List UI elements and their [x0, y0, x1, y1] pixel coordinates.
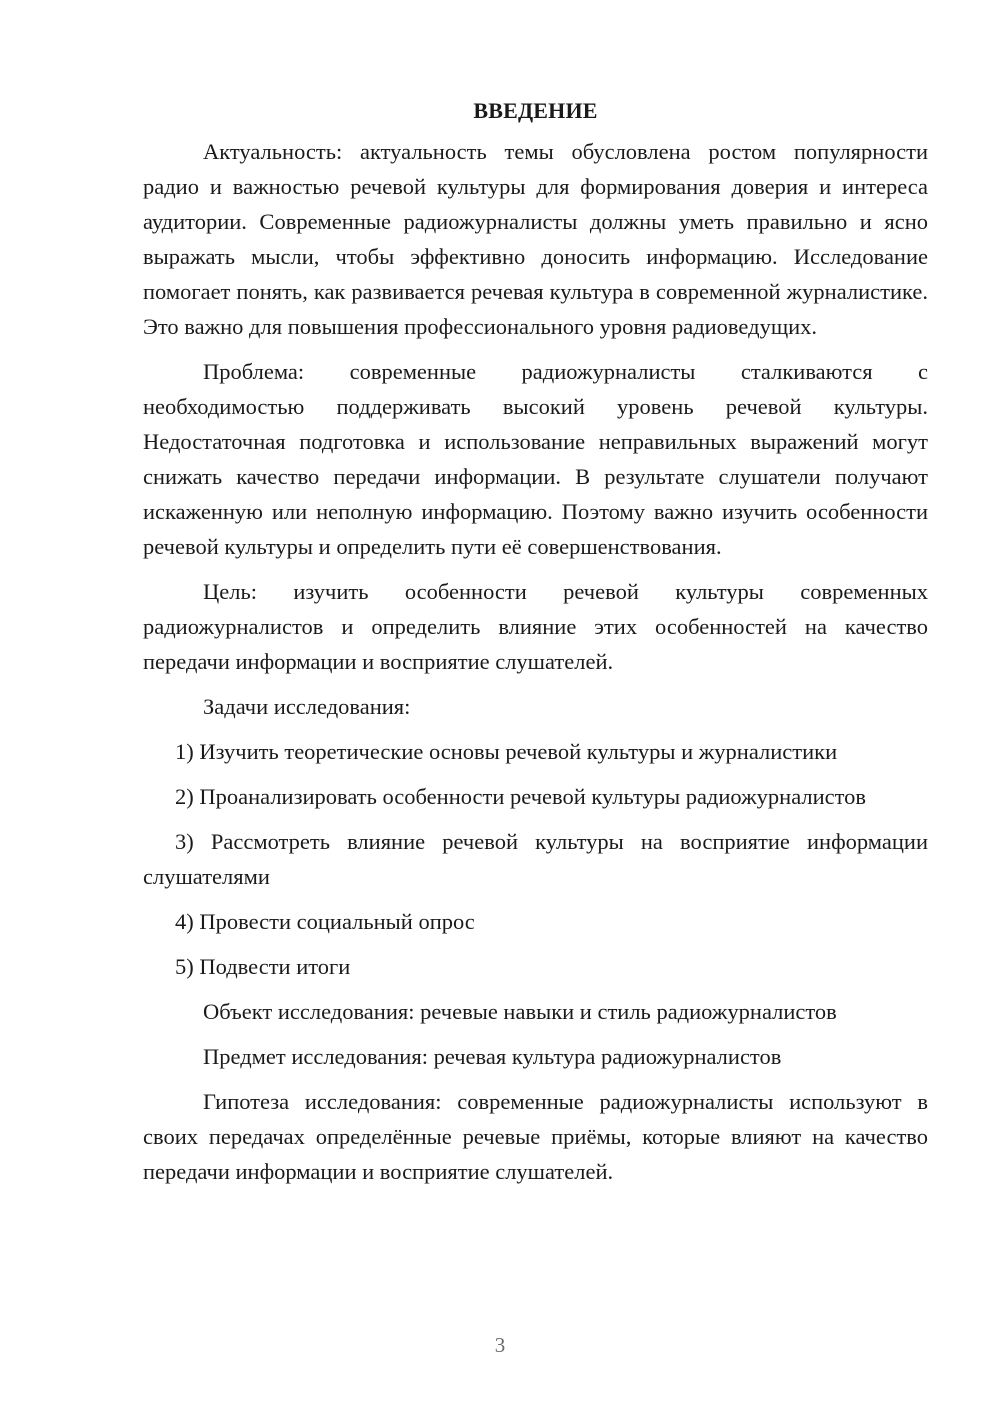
- task-item-4: 4) Провести социальный опрос: [175, 909, 475, 934]
- paragraph-problem: Проблема: современные радиожурналисты сталкиваются с необходимостью поддерживать высокий уровень речевой культуры. Недостаточная подготовка и использование неправильных выражений могут снижать качество передачи информации. В результате слушатели получают искаженную или неполную информацию. Поэтому важно изучить особенности речевой культуры и определить пути её совершенствования.: [143, 359, 928, 559]
- task-item-1: 1) Изучить теоретические основы речевой культуры и журналистики: [175, 739, 838, 764]
- paragraph-object: Объект исследования: речевые навыки и стиль радиожурналистов: [203, 999, 837, 1024]
- paragraph-hypothesis: Гипотеза исследования: современные радиожурналисты используют в своих передачах определённые речевые приёмы, которые влияют на качество передачи информации и восприятие слушателей.: [143, 1089, 928, 1184]
- task-item-5: 5) Подвести итоги: [175, 954, 351, 979]
- page-number: 3: [494, 1333, 506, 1357]
- paragraph-goal: Цель: изучить особенности речевой культуры современных радиожурналистов и определить влияние этих особенностей на качество передачи информации и восприятие слушателей.: [143, 579, 928, 674]
- page-title: ВВЕДЕНИЕ: [473, 98, 598, 123]
- paragraph-subject: Предмет исследования: речевая культура радиожурналистов: [203, 1044, 782, 1069]
- task-item-3: 3) Рассмотреть влияние речевой культуры на восприятие информации слушателями: [143, 829, 928, 889]
- paragraph-tasks-heading: Задачи исследования:: [203, 694, 411, 719]
- paragraph-relevance: Актуальность: актуальность темы обусловлена ростом популярности радио и важностью речевой культуры для формирования доверия и интереса аудитории. Современные радиожурналисты должны уметь правильно и ясно выражать мысли, чтобы эффективно доносить информацию. Исследование помогает понять, как развивается речевая культура в современной журналистике. Это важно для повышения профессионального уровня радиоведущих.: [143, 139, 928, 339]
- task-item-2: 2) Проанализировать особенности речевой культуры радиожурналистов: [175, 784, 867, 809]
- document-page: [143, 95, 928, 1199]
